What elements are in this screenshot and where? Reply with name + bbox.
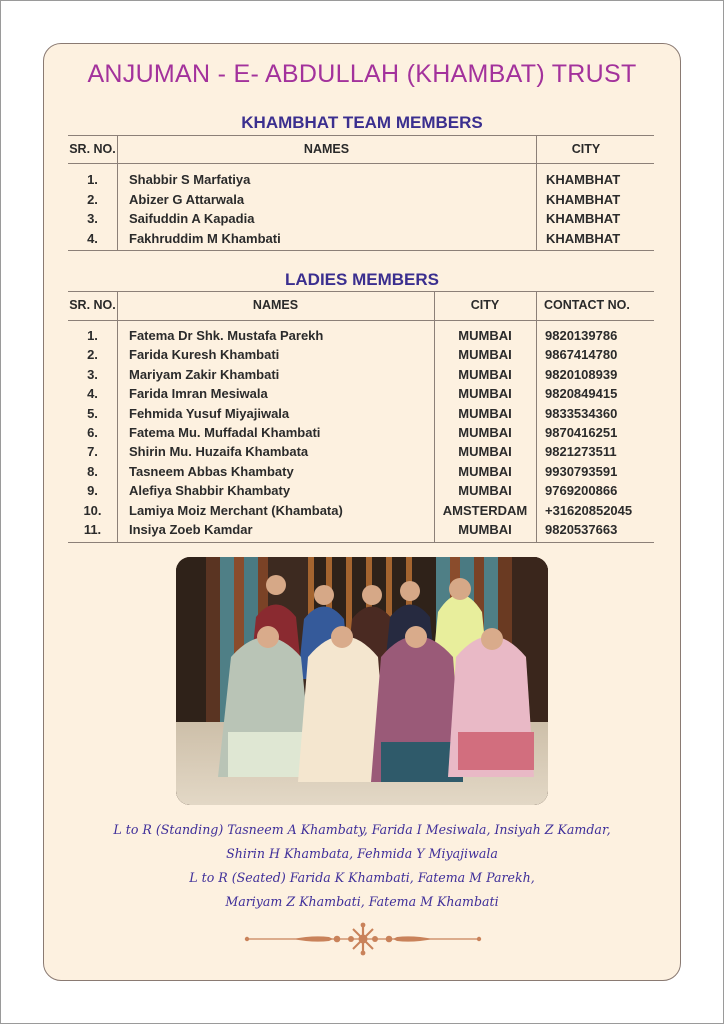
name-cell: Fatema Dr Shk. Mustafa Parekh bbox=[129, 328, 324, 343]
table-row bbox=[68, 209, 654, 228]
sr-no-cell: 7. bbox=[87, 444, 98, 460]
sr-no-cell: 3. bbox=[87, 211, 98, 227]
name-cell: Shabbir S Marfatiya bbox=[129, 172, 251, 187]
contact-cell: 9820108939 bbox=[545, 366, 618, 382]
sr-no-cell: 9. bbox=[87, 483, 98, 499]
table-row bbox=[68, 501, 654, 520]
city-cell: MUMBAI bbox=[458, 463, 512, 479]
name-cell: Fehmida Yusuf Miyajiwala bbox=[129, 405, 290, 421]
team-heading: KHAMBHAT TEAM MEMBERS bbox=[241, 113, 483, 132]
sr-no-cell: 1. bbox=[87, 328, 98, 343]
header-rule bbox=[68, 320, 654, 321]
city-cell: MUMBAI bbox=[458, 347, 512, 363]
name-cell: Farida Kuresh Khambati bbox=[129, 347, 280, 363]
name-cell: Fatema Mu. Muffadal Khambati bbox=[129, 425, 321, 440]
table-row bbox=[68, 423, 654, 442]
sr-no-cell: 6. bbox=[87, 425, 98, 440]
contact-cell: 9833534360 bbox=[545, 405, 618, 421]
header-names: NAMES bbox=[303, 142, 350, 156]
contact-cell: +31620852045 bbox=[545, 502, 633, 518]
city-cell: MUMBAI bbox=[458, 522, 512, 537]
table-row bbox=[68, 520, 654, 539]
table-row bbox=[68, 345, 654, 364]
header-city: CITY bbox=[571, 142, 601, 156]
name-cell: Abizer G Attarwala bbox=[129, 191, 245, 207]
city-cell: KHAMBHAT bbox=[546, 230, 621, 246]
contact-cell: 9821273511 bbox=[545, 444, 617, 460]
name-cell: Insiya Zoeb Kamdar bbox=[129, 522, 253, 537]
contact-cell: 9820139786 bbox=[545, 328, 618, 343]
ladies-heading: LADIES MEMBERS bbox=[285, 270, 439, 289]
name-cell: Shirin Mu. Huzaifa Khambata bbox=[129, 444, 309, 460]
city-cell: MUMBAI bbox=[458, 386, 512, 402]
header-sr-no: SR. NO. bbox=[69, 298, 116, 312]
header-sr-no: SR. NO. bbox=[69, 142, 116, 156]
table-top-rule bbox=[68, 291, 654, 292]
table-row bbox=[68, 462, 654, 481]
contact-cell: 9870416251 bbox=[545, 425, 618, 440]
sr-no-cell: 11. bbox=[83, 522, 102, 537]
table-row bbox=[68, 365, 654, 384]
contact-cell: 9769200866 bbox=[545, 483, 618, 499]
header-rule bbox=[68, 163, 654, 164]
city-cell: KHAMBHAT bbox=[546, 172, 621, 187]
name-cell: Alefiya Shabbir Khambaty bbox=[129, 483, 291, 499]
name-cell: Tasneem Abbas Khambaty bbox=[129, 463, 294, 479]
table-row bbox=[68, 481, 654, 500]
caption-line: Shirin H Khambata, Fehmida Y Miyajiwala bbox=[226, 846, 498, 861]
city-cell: MUMBAI bbox=[458, 405, 512, 421]
sr-no-cell: 5. bbox=[87, 405, 98, 421]
caption-line: Mariyam Z Khambati, Fatema M Khambati bbox=[225, 894, 499, 909]
caption-line: L to R (Seated) Farida K Khambati, Fatema M Parekh, bbox=[189, 870, 535, 885]
table-row bbox=[68, 190, 654, 209]
decorative-divider-icon bbox=[243, 920, 483, 958]
table-bottom-rule bbox=[68, 542, 654, 543]
sr-no-cell: 10. bbox=[83, 502, 102, 518]
sr-no-cell: 4. bbox=[87, 386, 98, 402]
name-cell: Mariyam Zakir Khambati bbox=[129, 366, 280, 382]
table-row bbox=[68, 326, 654, 345]
header-contact-no: CONTACT NO. bbox=[544, 298, 630, 312]
contact-cell: 9867414780 bbox=[545, 347, 618, 363]
name-cell: Farida Imran Mesiwala bbox=[129, 386, 268, 402]
city-cell: KHAMBHAT bbox=[546, 211, 621, 227]
city-cell: MUMBAI bbox=[458, 444, 512, 460]
city-cell: MUMBAI bbox=[458, 328, 512, 343]
table-row bbox=[68, 404, 654, 423]
header-city: CITY bbox=[470, 298, 500, 312]
group-photo bbox=[176, 557, 548, 805]
name-cell: Saifuddin A Kapadia bbox=[129, 211, 255, 227]
sr-no-cell: 2. bbox=[87, 347, 98, 363]
sr-no-cell: 2. bbox=[87, 191, 98, 207]
sr-no-cell: 4. bbox=[87, 230, 98, 246]
table-row bbox=[68, 229, 654, 248]
city-cell: MUMBAI bbox=[458, 366, 512, 382]
sr-no-cell: 8. bbox=[87, 463, 98, 479]
table-row bbox=[68, 442, 654, 461]
city-cell: AMSTERDAM bbox=[442, 502, 528, 518]
name-cell: Fakhruddim M Khambati bbox=[129, 230, 281, 246]
caption-line: L to R (Standing) Tasneem A Khambaty, Farida I Mesiwala, Insiyah Z Kamdar, bbox=[113, 822, 611, 837]
group-photo-illustration bbox=[176, 557, 548, 805]
table-top-rule bbox=[68, 135, 654, 136]
contact-cell: 9930793591 bbox=[545, 463, 618, 479]
city-cell: MUMBAI bbox=[458, 425, 512, 440]
table-row bbox=[68, 384, 654, 403]
city-cell: MUMBAI bbox=[458, 483, 512, 499]
trust-title: ANJUMAN - E- ABDULLAH (KHAMBAT) TRUST bbox=[87, 60, 637, 88]
city-cell: KHAMBHAT bbox=[546, 191, 621, 207]
sr-no-cell: 1. bbox=[87, 172, 98, 187]
sr-no-cell: 3. bbox=[87, 366, 98, 382]
table-bottom-rule bbox=[68, 250, 654, 251]
table-row bbox=[68, 170, 654, 189]
contact-cell: 9820849415 bbox=[545, 386, 618, 402]
header-names: NAMES bbox=[252, 298, 299, 312]
contact-cell: 9820537663 bbox=[545, 522, 618, 537]
name-cell: Lamiya Moiz Merchant (Khambata) bbox=[129, 502, 343, 518]
ladies-members-table bbox=[68, 291, 654, 543]
team-members-table bbox=[68, 135, 654, 251]
